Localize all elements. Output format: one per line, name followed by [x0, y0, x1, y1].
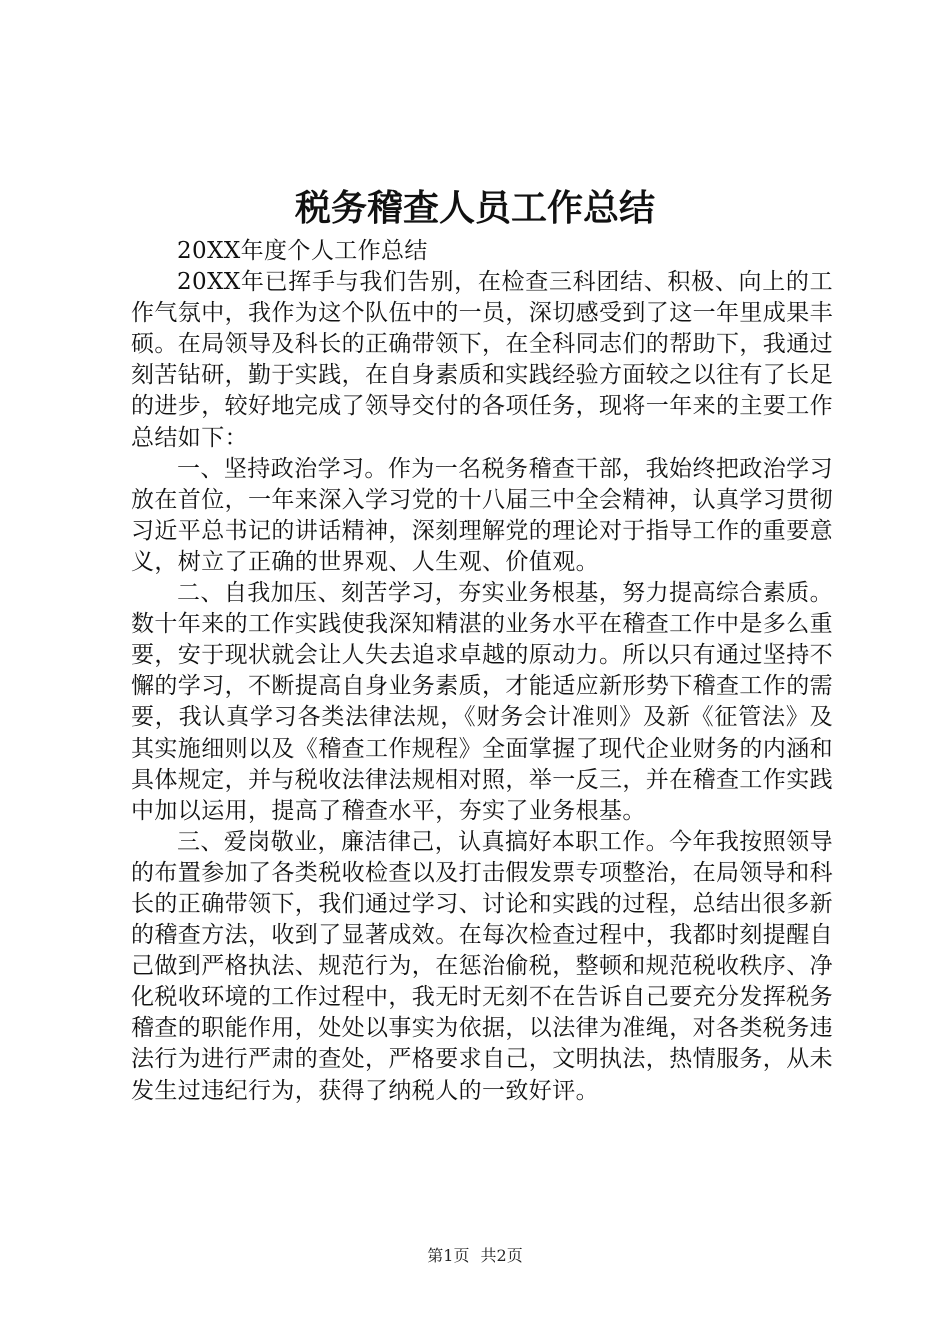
page-number-current: 第1页: [427, 1246, 470, 1265]
page-number-total: 共2页: [480, 1246, 523, 1265]
section-2-paragraph: 二、自我加压、刻苦学习，夯实业务根基，努力提高综合素质。数十年来的工作实践使我深知精湛的业务水平在稽查工作中是多么重要，安于现状就会让人失去追求卓越的原动力。所以只有通过坚持不懈的学习，不断提高自身业务素质，才能适应新形势下稽查工作的需要，我认真学习各类法律法规，《财务会计准则》及新《征管法》及其实施细则以及《稽查工作规程》全面掌握了现代企业财务的内涵和具体规定，并与税收法律法规相对照，举一反三，并在稽查工作实践中加以运用，提高了稽查水平，夯实了业务根基。: [131, 580, 833, 824]
document-body: [131, 236, 833, 1107]
document-title: 税务稽查人员工作总结: [294, 187, 655, 229]
section-3-paragraph: 三、爱岗敬业，廉洁律己，认真搞好本职工作。今年我按照领导的布置参加了各类税收检查以及打击假发票专项整治，在局领导和科长的正确带领下，我们通过学习、讨论和实践的过程，总结出很多新的稽查方法，收到了显著成效。在每次检查过程中，我都时刻提醒自己做到严格执法、规范行为，在惩治偷税，整顿和规范税收秩序、净化税收环境的工作过程中，我无时无刻不在告诉自己要充分发挥税务稽查的职能作用，处处以事实为依据，以法律为准绳，对各类税务违法行为进行严肃的查处，严格要求自己，文明执法，热情服务，从未发生过违纪行为，获得了纳税人的一致好评。: [131, 828, 833, 1104]
section-1-paragraph: 一、坚持政治学习。作为一名税务稽查干部，我始终把政治学习放在首位，一年来深入学习党的十八届三中全会精神，认真学习贯彻习近平总书记的讲话精神，深刻理解党的理论对于指导工作的重要意义，树立了正确的世界观、人生观、价值观。: [131, 455, 833, 575]
intro-paragraph: 20XX年已挥手与我们告别，在检查三科团结、积极、向上的工作气氛中，我作为这个队伍中的一员，深切感受到了这一年里成果丰硕。在局领导及科长的正确带领下，在全科同志们的帮助下，我通过刻苦钻研，勤于实践，在自身素质和实践经验方面较之以往有了长足的进步，较好地完成了领导交付的各项任务，现将一年来的主要工作总结如下：: [131, 269, 833, 451]
page-footer: [0, 1245, 950, 1267]
subtitle-paragraph: 20XX年度个人工作总结: [177, 238, 428, 264]
